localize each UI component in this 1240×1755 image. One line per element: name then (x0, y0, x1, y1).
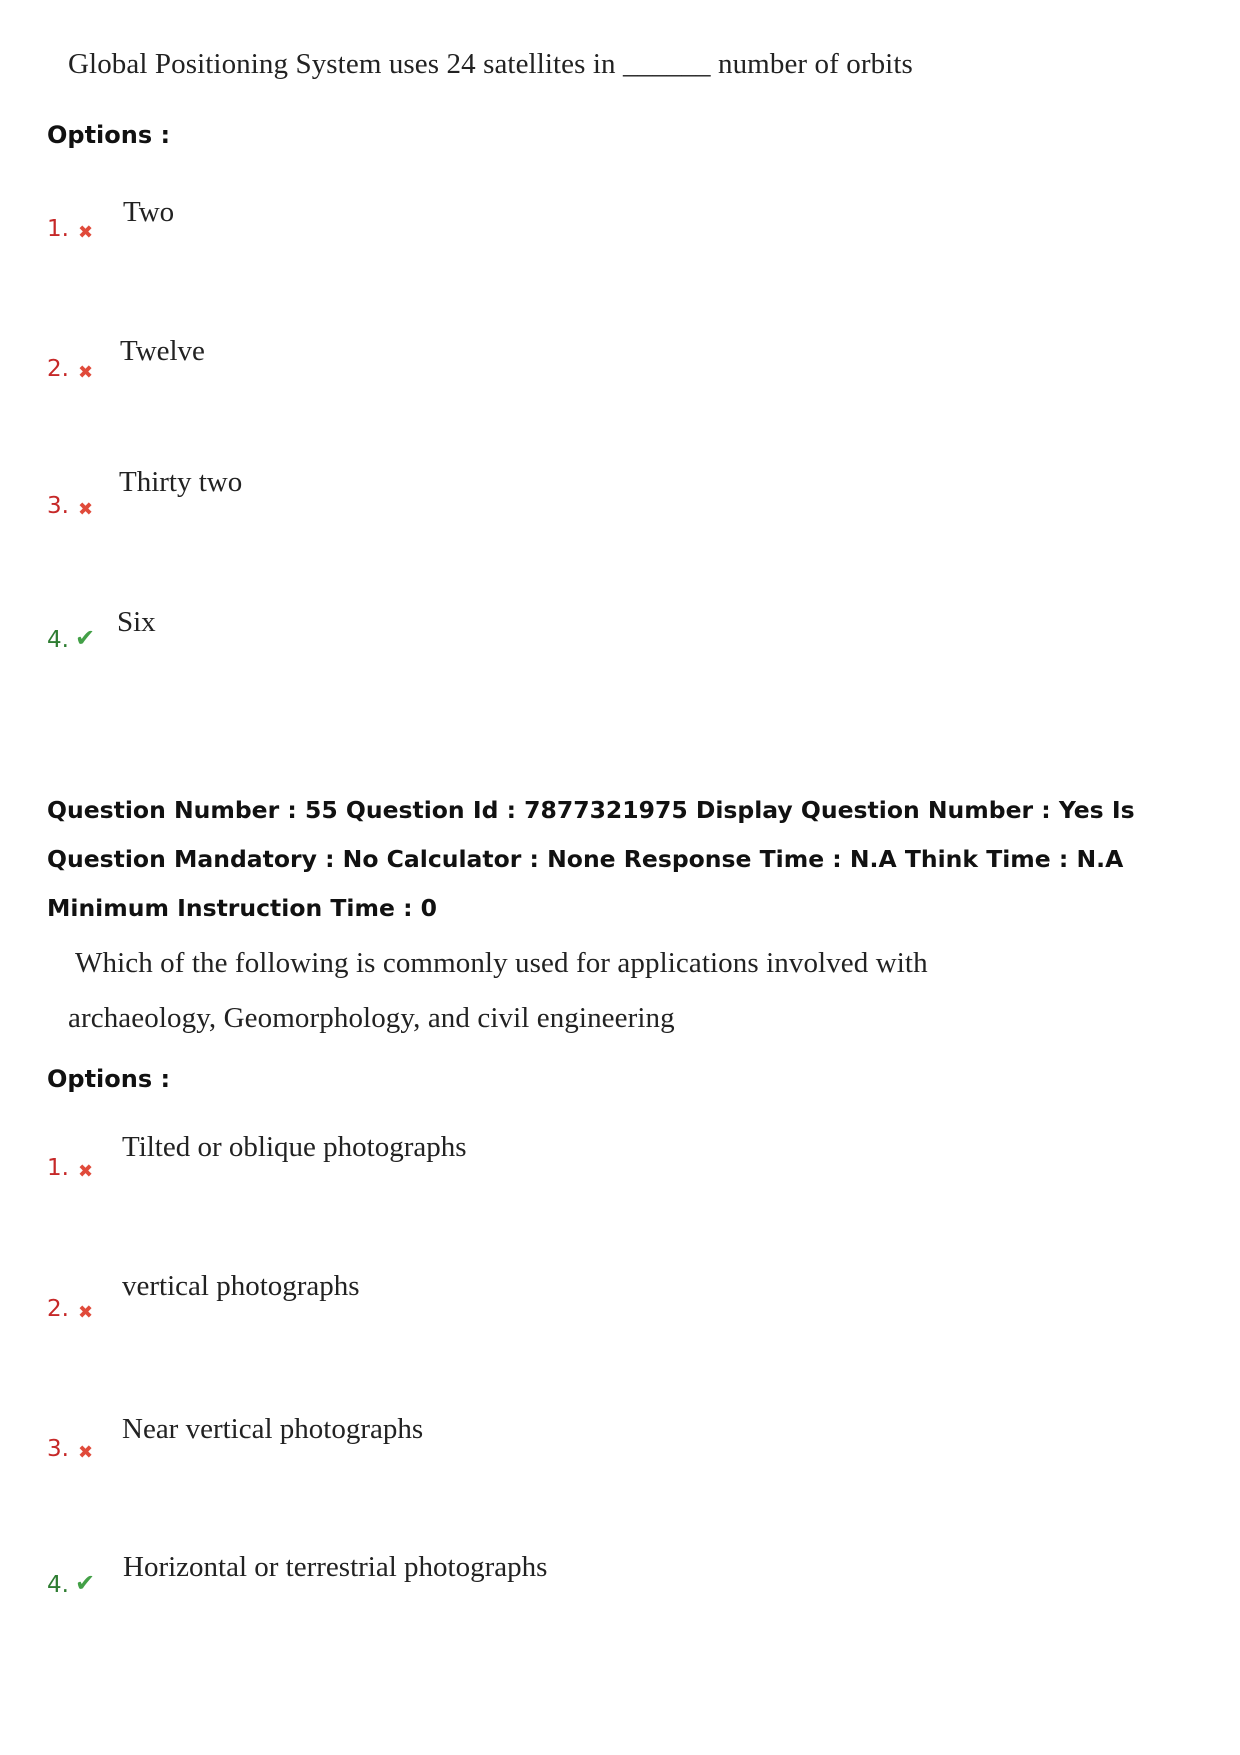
option-text: Six (117, 606, 156, 638)
option-text: vertical photographs (122, 1270, 360, 1302)
option-number: 2. (47, 1296, 69, 1322)
cross-icon: ✖ (78, 1302, 94, 1323)
cross-icon: ✖ (78, 362, 94, 383)
options-label: Options : (47, 1065, 171, 1093)
check-icon: ✔ (75, 1569, 96, 1597)
option-text: Tilted or oblique photographs (122, 1131, 467, 1163)
option-number: 1. (47, 216, 69, 242)
cross-icon: ✖ (78, 1161, 94, 1182)
question-54-blank: ______ (623, 48, 711, 80)
option-number: 4. (47, 1572, 69, 1598)
option-number: 3. (47, 493, 69, 519)
option-number: 1. (47, 1155, 69, 1181)
question-55-text-line-2: archaeology, Geomorphology, and civil engineering (68, 1002, 675, 1034)
option-text: Twelve (120, 335, 205, 367)
question-54-text (68, 48, 913, 81)
options-label: Options : (47, 121, 171, 149)
cross-icon: ✖ (78, 222, 94, 243)
option-number: 3. (47, 1436, 69, 1462)
question-55-meta: Question Number : 55 Question Id : 7877321975 Display Question Number : Yes Is Question Mandatory : No Calculator : None Response Time : N.A Think Time : N.A Minimum Instruction Time : 0 (47, 796, 1135, 922)
option-text: Thirty two (119, 466, 243, 498)
option-text: Horizontal or terrestrial photographs (123, 1551, 548, 1583)
question-54-text-after: number of orbits (717, 48, 913, 80)
question-55-text-line-1: Which of the following is commonly used for applications involved with (75, 947, 928, 979)
check-icon: ✔ (75, 624, 96, 652)
cross-icon: ✖ (78, 1442, 94, 1463)
cross-icon: ✖ (78, 499, 94, 520)
option-number: 2. (47, 356, 69, 382)
option-text: Two (123, 196, 175, 228)
question-54-text-before: Global Positioning System uses 24 satellites in (68, 48, 616, 80)
option-text: Near vertical photographs (122, 1413, 424, 1445)
option-number: 4. (47, 627, 69, 653)
